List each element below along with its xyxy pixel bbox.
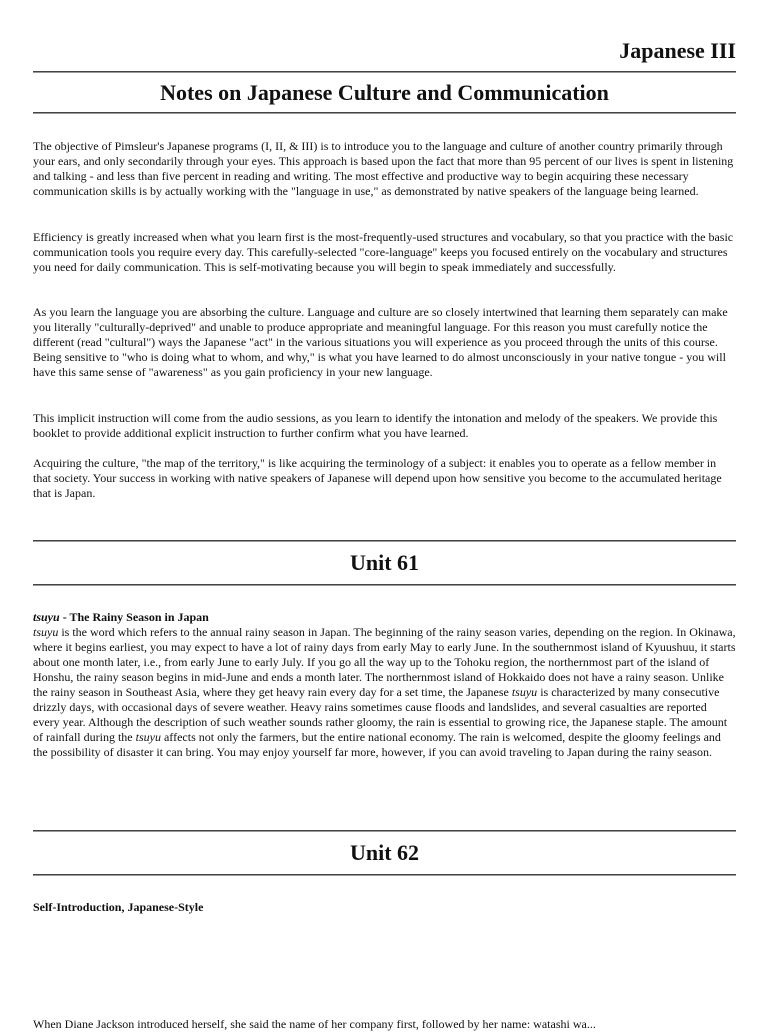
intro-paragraph-3: As you learn the language you are absorbing the culture. Language and culture are so closely intertwined that learning them separately can make you literally "culturally-deprived" and unable to produce appropriate and meaningful language. For this reason you must carefully notice the different (read "cultural") ways the Japanese "act" in the various situations you will experience as you proceed through the units of this course. Being sensitive to "who is doing what to whom, and why," is what you have learned to do almost unconsciously in your native tongue - you will have this same sense of "awareness" as you gain proficiency in your new language. [33,305,728,379]
unit-61-body-text: is characterized by many consecutive drizzly days, with occasional days of severe weather. Heavy rains sometimes cause floods and landslides, and several casualties are reported every year. Although the description of such weather sounds rather gloomy, the rain is essential to growing rice, the Japanese staple. The amount of rainfall during the [33,685,728,744]
intro-paragraph-5: Acquiring the culture, "the map of the territory," is like acquiring the terminology of a subject: it enables you to operate as a fellow member in that society. Your success in working with native speakers of Japanese will depend upon how sensitive you become to the accumulated heritage that is Japan. [33,456,722,500]
tsuyu-term: tsuyu [33,610,60,624]
divider-rule [33,112,736,114]
tsuyu-term: tsuyu [135,730,161,744]
unit-62-title: Unit 62 [349,840,420,865]
unit-61-subtitle-text: - The Rainy Season in Japan [59,610,209,624]
divider-rule [33,584,736,586]
intro-paragraph-2: Efficiency is greatly increased when what you learn first is the most-frequently-used structures and vocabulary, so that you practice with the basic communication tools you require every day. This carefully-selected "core-language" keeps you focused entirely on the vocabulary and structures you need for daily communication. This is self-motivating because you will begin to speak immediately and successfully. [33,230,734,274]
unit-62-subtitle: Self-Introduction, Japanese-Style [33,900,204,914]
notes-title: Notes on Japanese Culture and Communication [160,80,609,105]
intro-paragraph-4: This implicit instruction will come from the audio sessions, as you learn to identify the intonation and melody of the speakers. We provide this booklet to provide additional explicit instruction to further confirm what you have learned. [33,411,718,440]
divider-rule [33,71,736,73]
unit-61-body [33,625,736,760]
intro-paragraph-1: The objective of Pimsleur's Japanese programs (I, II, & III) is to introduce you to the language and culture of another country primarily through your ears, and only secondarily through your eyes. This approach is based upon the fact that more than 95 percent of our lives is spent in listening and talking - and less than five percent in reading and writing. The most effective and productive way to begin acquiring these necessary communication skills is by actually working with the "language in use," as demonstrated by native speakers of the language being learned. [33,139,734,198]
divider-rule [33,874,736,876]
divider-rule [33,540,736,542]
unit-61-subtitle [33,610,736,625]
document-page [33,0,736,1031]
unit-61-title: Unit 61 [349,550,420,575]
course-title: Japanese III [619,38,736,63]
divider-rule [33,830,736,832]
unit-62-body-partial: When Diane Jackson introduced herself, she said the name of her company first, followed by her name: watashi wa... [33,1017,596,1031]
unit-61-body-text: affects not only the farmers, but the entire national economy. The rain is welcomed, despite the gloomy feelings and the possibility of disaster it can bring. You may enjoy yourself far more, however, if you can avoid traveling to Japan during the rainy season. [33,730,721,759]
tsuyu-term: tsuyu [511,685,538,699]
unit-61-body-text: is the word which refers to the annual rainy season in Japan. The beginning of the rainy season varies, depending on the region. In Okinawa, where it begins earliest, you may expect to have a lot of rainy days from early May to early June. In the southernmost island of Kyuushuu, it starts about one month later, i.e., from early June to early July. If you go all the way up to the Tohoku region, the northernmost part of the island of Honshu, the rainy season begins in mid-June and ends a month later. The northernmost island of Hokkaido does not have a rainy season. Unlike the rainy season in Southeast Asia, where they get heavy rain every day for a set time, the Japanese [33,625,736,699]
tsuyu-term: tsuyu [33,625,59,639]
